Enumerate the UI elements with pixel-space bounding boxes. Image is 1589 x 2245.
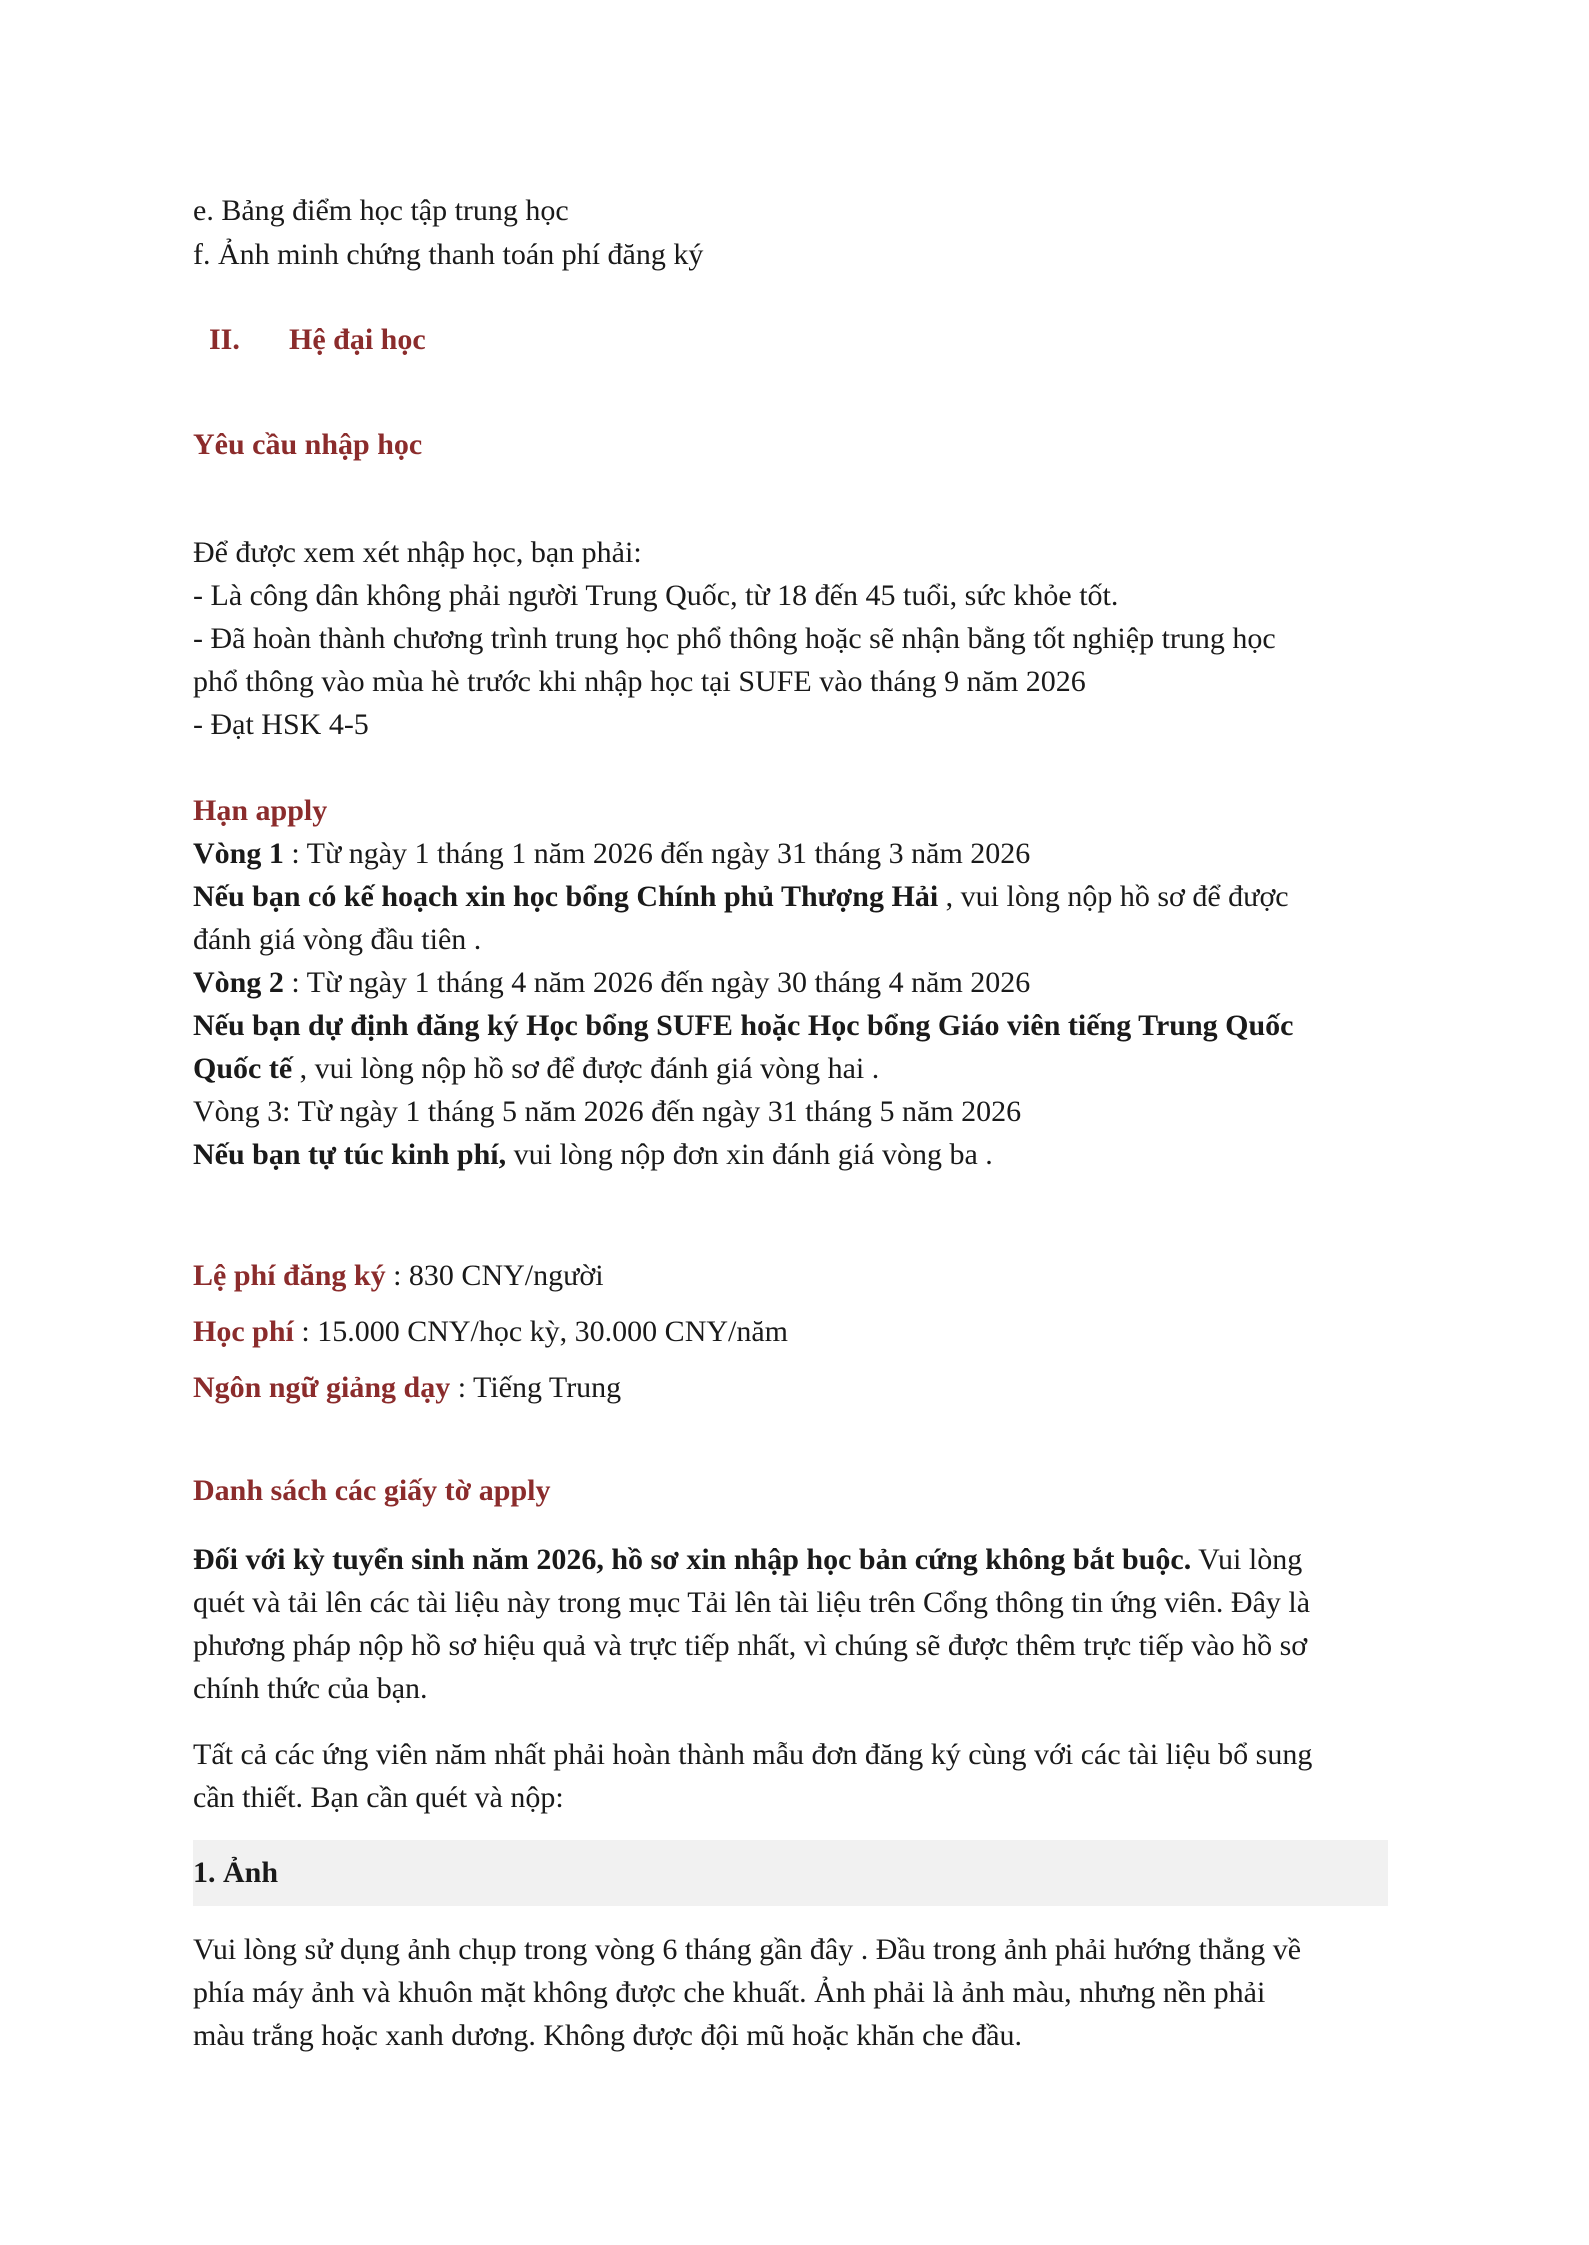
photo-text-line2: phía máy ảnh và khuôn mặt không được che khuất. Ảnh phải là ảnh màu, nhưng nền phải [193,1976,1266,2009]
round1-note-rest: , vui lòng nộp hồ sơ để được [938,880,1289,913]
tuition-fee-label: Học phí [193,1315,294,1348]
round2-note: Nếu bạn dự định đăng ký Học bổng SUFE hoặc Học bổng Giáo viên tiếng Trung Quốc [193,1009,1294,1042]
round2-note-line2 [193,1049,879,1089]
documents-p1-bold: Đối với kỳ tuyển sinh năm 2026, hồ sơ xin nhập học bản cứng không bắt buộc. [193,1543,1192,1576]
application-fee [193,1256,604,1296]
teaching-language [193,1368,621,1408]
application-fee-label: Lệ phí đăng ký [193,1259,386,1292]
requirements-intro: Để được xem xét nhập học, bạn phải: [193,536,642,569]
round2-note-rest: , vui lòng nộp hồ sơ để được đánh giá vòng hai . [292,1052,880,1085]
documents-heading: Danh sách các giấy tờ apply [193,1474,551,1507]
section-number: II. [209,323,240,356]
requirement-item: phổ thông vào mùa hè trước khi nhập học tại SUFE vào tháng 9 năm 2026 [193,665,1086,698]
deadline-heading: Hạn apply [193,794,328,827]
documents-p1-line4: chính thức của bạn. [193,1672,428,1705]
round1-dates: : Từ ngày 1 tháng 1 năm 2026 đến ngày 31 tháng 3 năm 2026 [283,837,1031,870]
tuition-fee [193,1312,788,1352]
round1-note [193,877,1289,917]
requirement-item: - Đạt HSK 4-5 [193,708,369,741]
requirement-item: - Đã hoàn thành chương trình trung học phổ thông hoặc sẽ nhận bằng tốt nghiệp trung học [193,622,1276,655]
application-fee-value: : 830 CNY/người [385,1259,604,1292]
round2-dates: : Từ ngày 1 tháng 4 năm 2026 đến ngày 30 tháng 4 năm 2026 [283,966,1031,999]
photo-text-line1: Vui lòng sử dụng ảnh chụp trong vòng 6 tháng gần đây . Đầu trong ảnh phải hướng thẳng về [193,1933,1302,1966]
round2-note-bold2: Quốc tế [193,1052,293,1085]
round1-label: Vòng 1 [193,837,284,870]
list-item-f: f. Ảnh minh chứng thanh toán phí đăng ký [193,238,704,271]
section-title: Hệ đại học [289,323,426,356]
round3-note-rest: vui lòng nộp đơn xin đánh giá vòng ba . [506,1138,993,1171]
tuition-fee-value: : 15.000 CNY/học kỳ, 30.000 CNY/năm [293,1315,789,1348]
round2-label: Vòng 2 [193,966,284,999]
documents-p1-line2: quét và tải lên các tài liệu này trong mục Tải lên tài liệu trên Cổng thông tin ứng viên. Đây là [193,1586,1311,1619]
section-heading [209,320,426,360]
round1-note-line2: đánh giá vòng đầu tiên . [193,923,482,956]
documents-p2-line1: Tất cả các ứng viên năm nhất phải hoàn thành mẫu đơn đăng ký cùng với các tài liệu bổ sung [193,1738,1313,1771]
photo-text-line3: màu trắng hoặc xanh dương. Không được đội mũ hoặc khăn che đầu. [193,2019,1023,2052]
round1-note-bold: Nếu bạn có kế hoạch xin học bổng Chính phủ Thượng Hải [193,880,939,913]
requirements-heading: Yêu cầu nhập học [193,428,423,461]
photo-section-title: 1. Ảnh [193,1856,279,1889]
documents-p1-line3: phương pháp nộp hồ sơ hiệu quả và trực tiếp nhất, vì chúng sẽ được thêm trực tiếp vào hồ sơ [193,1629,1308,1662]
documents-p1-line1 [193,1540,1302,1580]
teaching-language-label: Ngôn ngữ giảng dạy [193,1371,451,1404]
documents-p2-line2: cần thiết. Bạn cần quét và nộp: [193,1781,564,1814]
round1-line [193,834,1030,874]
photo-section-bar [193,1840,1388,1906]
list-item-e: e. Bảng điểm học tập trung học [193,194,569,227]
teaching-language-value: : Tiếng Trung [450,1371,622,1404]
round3-note [193,1135,993,1175]
round3-note-bold: Nếu bạn tự túc kinh phí, [193,1138,507,1171]
requirement-item: - Là công dân không phải người Trung Quốc, từ 18 đến 45 tuổi, sức khỏe tốt. [193,579,1119,612]
documents-p1-rest: Vui lòng [1191,1543,1303,1576]
round2-line [193,963,1030,1003]
round3-line: Vòng 3: Từ ngày 1 tháng 5 năm 2026 đến ngày 31 tháng 5 năm 2026 [193,1095,1022,1128]
